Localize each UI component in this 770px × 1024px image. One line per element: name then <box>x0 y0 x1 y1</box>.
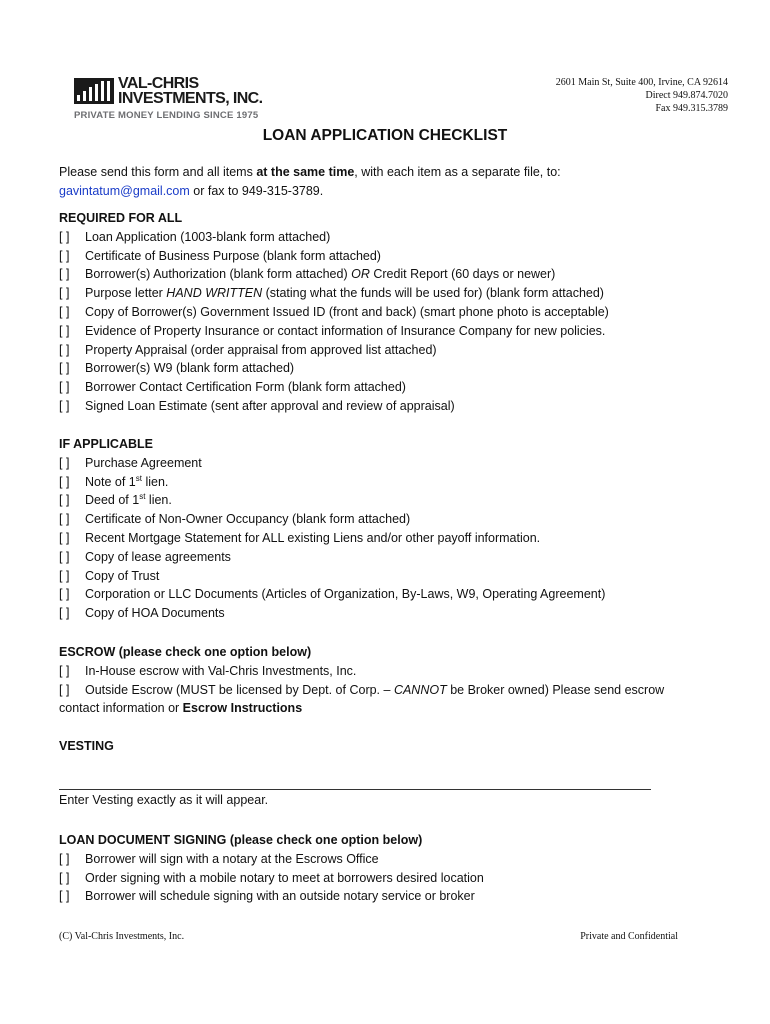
checkbox[interactable]: [ ] <box>59 549 70 564</box>
list-item <box>59 850 484 869</box>
item-label-cont: lien. <box>141 474 169 489</box>
item-label: Copy of Trust <box>85 568 160 583</box>
list-item <box>59 681 664 700</box>
list-item <box>59 887 484 906</box>
checkbox[interactable]: [ ] <box>59 361 70 376</box>
list-item <box>59 228 609 247</box>
item-label: Loan Application (1003-blank form attached) <box>85 229 331 244</box>
item-label: Borrower will schedule signing with an outside notary service or broker <box>85 889 475 904</box>
item-label: Borrower Contact Certification Form (blank form attached) <box>85 380 406 395</box>
signing-section <box>59 831 484 906</box>
item-superscript: st <box>135 473 142 483</box>
checkbox[interactable]: [ ] <box>59 530 70 545</box>
item-label-cont: Credit Report (60 days or newer) <box>369 267 556 282</box>
intro-emphasis: at the same time <box>256 165 355 179</box>
item-label: Signed Loan Estimate (sent after approval and review of appraisal) <box>85 398 455 413</box>
item-label: Outside Escrow (MUST be licensed by Dept. of Corp. – <box>85 682 394 697</box>
page-title: LOAN APPLICATION CHECKLIST <box>262 127 508 144</box>
list-item <box>59 585 605 604</box>
item-label-cont: (stating what the funds will be used for) (blank form attached) <box>262 286 604 301</box>
item-label: Purpose letter <box>85 286 167 301</box>
vesting-input-line[interactable] <box>59 789 651 790</box>
company-address <box>556 76 728 115</box>
item-label: Copy of Borrower(s) Government Issued ID (front and back) (smart phone photo is acceptable) <box>85 304 609 319</box>
checkbox[interactable]: [ ] <box>59 587 70 602</box>
logo-name-line1: VAL-CHRIS <box>118 75 199 92</box>
checkbox[interactable]: [ ] <box>59 493 70 508</box>
item-label: Property Appraisal (order appraisal from approved list attached) <box>85 342 437 357</box>
address-direct-phone: Direct 949.874.7020 <box>645 90 728 101</box>
logo-tagline: PRIVATE MONEY LENDING SINCE 1975 <box>74 110 259 121</box>
list-item <box>59 303 609 322</box>
applicable-checklist <box>59 454 605 623</box>
checkbox[interactable]: [ ] <box>59 682 70 697</box>
item-label: contact information or <box>59 701 183 716</box>
checkbox[interactable]: [ ] <box>59 870 70 885</box>
list-item <box>59 378 609 397</box>
checkbox[interactable]: [ ] <box>59 229 70 244</box>
section-heading: IF APPLICABLE <box>59 437 153 451</box>
item-label: Copy of lease agreements <box>85 549 231 564</box>
item-label: Corporation or LLC Documents (Articles of Organization, By-Laws, W9, Operating Agreement) <box>85 587 606 602</box>
list-item <box>59 491 605 510</box>
item-label: Order signing with a mobile notary to meet at borrowers desired location <box>85 870 484 885</box>
item-label: Purchase Agreement <box>85 455 202 470</box>
list-item <box>59 529 605 548</box>
item-label: Copy of HOA Documents <box>85 606 225 621</box>
checkbox[interactable]: [ ] <box>59 342 70 357</box>
item-label: Borrower will sign with a notary at the Escrows Office <box>85 851 379 866</box>
list-item <box>59 454 605 473</box>
checkbox[interactable]: [ ] <box>59 851 70 866</box>
required-checklist <box>59 228 609 416</box>
company-logo <box>74 76 274 126</box>
list-item <box>59 567 605 586</box>
item-label-cont: be Broker owned) Please send escrow <box>446 682 665 697</box>
list-item <box>59 397 609 416</box>
list-item <box>59 473 605 492</box>
bar-chart-logo-icon <box>74 78 114 104</box>
vesting-caption: Enter Vesting exactly as it will appear. <box>59 793 269 807</box>
item-label: In-House escrow with Val-Chris Investments, Inc. <box>85 663 357 678</box>
item-emphasis: Escrow Instructions <box>182 701 303 716</box>
checkbox[interactable]: [ ] <box>59 398 70 413</box>
checkbox[interactable]: [ ] <box>59 286 70 301</box>
item-label-cont: lien. <box>145 493 172 508</box>
checkbox[interactable]: [ ] <box>59 304 70 319</box>
required-section <box>59 209 609 416</box>
email-link[interactable]: gavintatum@gmail.com <box>59 183 190 198</box>
footer-confidential: Private and Confidential <box>580 931 678 942</box>
item-label: Certificate of Business Purpose (blank form attached) <box>85 248 381 263</box>
checkbox[interactable]: [ ] <box>59 568 70 583</box>
list-item <box>59 662 664 681</box>
address-street: 2601 Main St, Suite 400, Irvine, CA 92614 <box>555 77 728 88</box>
list-item-continuation <box>59 699 664 718</box>
list-item <box>59 510 605 529</box>
logo-name-line2: INVESTMENTS, INC. <box>118 90 263 107</box>
signing-checklist <box>59 850 484 906</box>
checkbox[interactable]: [ ] <box>59 248 70 263</box>
list-item <box>59 322 609 341</box>
item-label: Deed of 1 <box>85 493 140 508</box>
item-superscript: st <box>139 492 146 502</box>
checkbox[interactable]: [ ] <box>59 606 70 621</box>
section-heading: LOAN DOCUMENT SIGNING (please check one option below) <box>59 833 423 847</box>
checkbox[interactable]: [ ] <box>59 474 70 489</box>
item-emphasis: OR <box>351 267 370 282</box>
intro-paragraph <box>59 163 561 201</box>
list-item <box>59 548 605 567</box>
applicable-section <box>59 435 605 623</box>
section-heading: ESCROW (please check one option below) <box>59 645 312 659</box>
list-item <box>59 869 484 888</box>
section-heading: REQUIRED FOR ALL <box>59 211 183 225</box>
intro-text: Please send this form and all items <box>59 165 257 179</box>
item-emphasis: HAND WRITTEN <box>166 286 263 301</box>
list-item <box>59 284 609 303</box>
item-label: Certificate of Non-Owner Occupancy (blank form attached) <box>85 512 411 527</box>
list-item <box>59 247 609 266</box>
checkbox[interactable]: [ ] <box>59 512 70 527</box>
checkbox[interactable]: [ ] <box>59 889 70 904</box>
item-emphasis: CANNOT <box>393 682 447 697</box>
item-label: Borrower(s) W9 (blank form attached) <box>85 361 295 376</box>
intro-text-cont: , with each item as a separate file, to: <box>354 165 561 179</box>
checkbox[interactable]: [ ] <box>59 267 70 282</box>
list-item <box>59 359 609 378</box>
checkbox[interactable]: [ ] <box>59 380 70 395</box>
item-label: Note of 1 <box>85 474 136 489</box>
footer-copyright: (C) Val-Chris Investments, Inc. <box>59 931 185 942</box>
list-item <box>59 265 609 284</box>
item-label: Borrower(s) Authorization (blank form attached) <box>85 267 352 282</box>
escrow-section <box>59 643 664 718</box>
checkbox[interactable]: [ ] <box>59 455 70 470</box>
checkbox[interactable]: [ ] <box>59 663 70 678</box>
address-fax: Fax 949.315.3789 <box>655 103 728 114</box>
fax-text: or fax to 949-315-3789. <box>189 183 324 198</box>
item-label: Recent Mortgage Statement for ALL existing Liens and/or other payoff information. <box>85 530 541 545</box>
list-item <box>59 604 605 623</box>
item-label: Evidence of Property Insurance or contact information of Insurance Company for new policies. <box>85 323 606 338</box>
vesting-section <box>59 737 114 756</box>
list-item <box>59 341 609 360</box>
checkbox[interactable]: [ ] <box>59 323 70 338</box>
section-heading: VESTING <box>59 739 114 753</box>
